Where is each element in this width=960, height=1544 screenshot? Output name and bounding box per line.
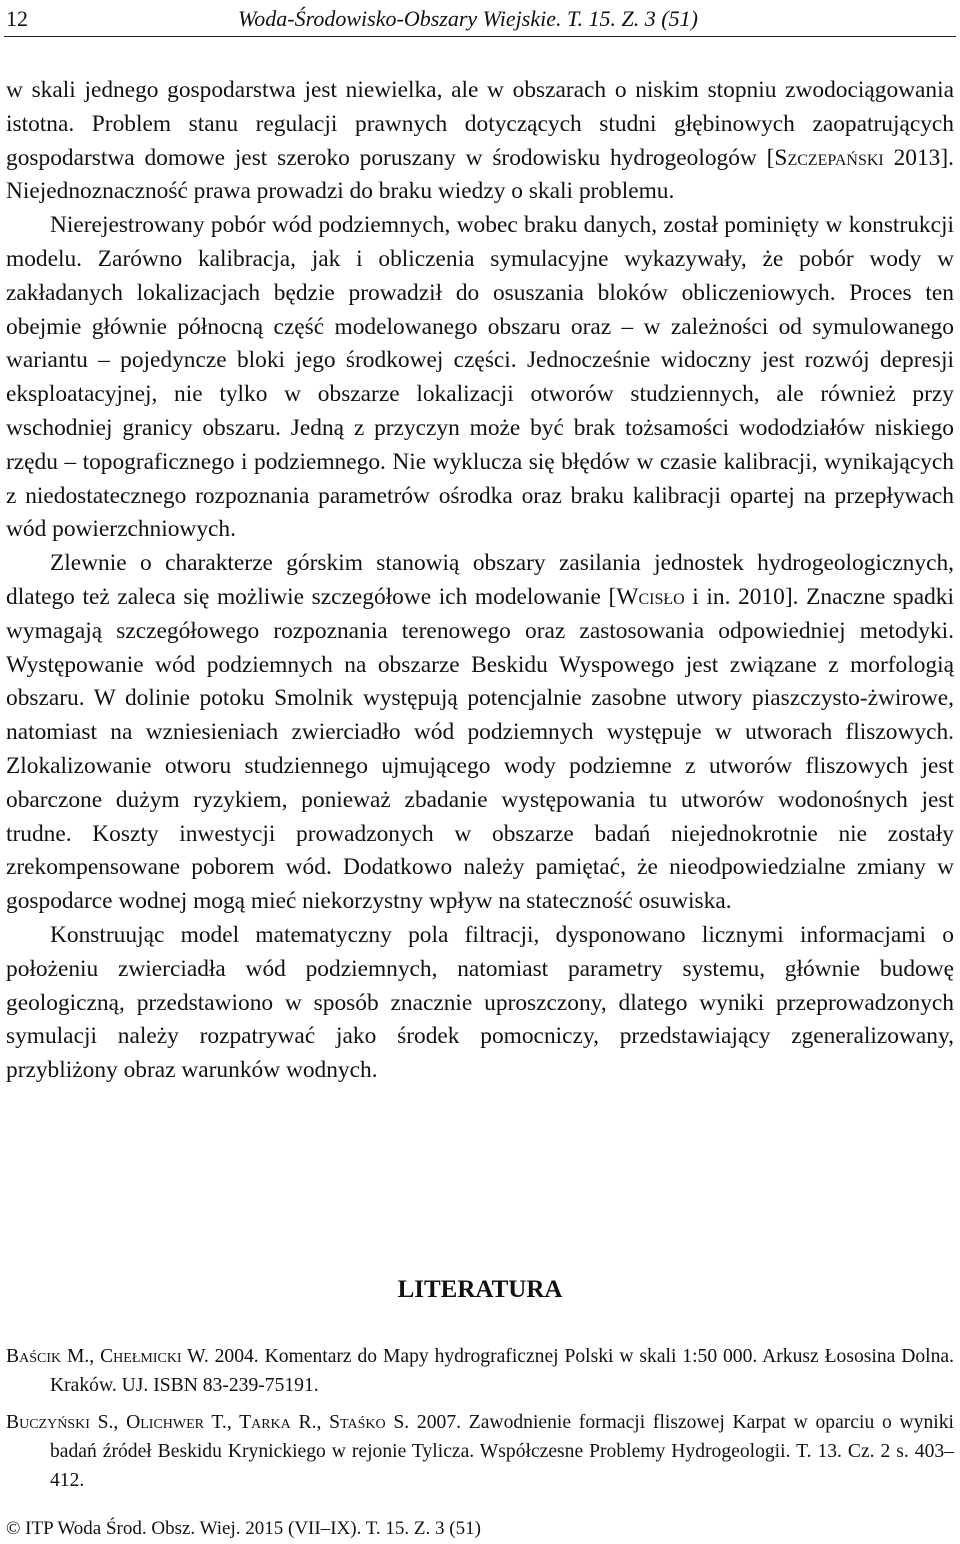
small-caps-text: taśko — [340, 1412, 386, 1433]
text-run: w skali jednego gospodarstwa jest niewielka, ale w obszarach o niskim stopniu zwodociągowania istotna. Problem stanu regulacji prawnych dotyczących studni głębinowych zaopatrujących gospodarstwa domowe jest szeroko poruszany w środowisku hydrogeologów [ — [6, 77, 954, 171]
body-text — [6, 74, 954, 1088]
small-caps-text: arka — [251, 1412, 291, 1433]
section-heading-literature: LITERATURA — [397, 1276, 563, 1303]
text-run: M., C — [61, 1346, 114, 1367]
text-run: i in. 2010]. Znaczne spadki wymagają szczegółowego rozpoznania terenowego oraz zastosowania odpowiedniej metodyki. Występowanie wód podziemnych na obszarze Beskidu Wyspowego jest związane z morfologią obszaru. W dolinie potoku Smolnik występują potencjalnie zasobne utwory piaszczysto-żwirowe, natomiast na wzniesieniach zwierciadło wód podziemnych występuje w utworach fliszowych. Zlokalizowanie otworu studziennego ujmującego wody podziemne z utworów fliszowych jest obarczone dużym ryzykiem, ponieważ zbadanie występowania tu utworów wodonośnych jest trudne. Koszty inwestycji prowadzonych w obszarze badań niejednokrotnie nie zostały zrekompensowane poborem wód. Dodatkowo należy pamiętać, że nieodpowiedzialne zmiany w gospodarce wodnej mogą mieć niekorzystny wpływ na stateczność osuwiska. — [6, 583, 954, 915]
text-run: W — [616, 583, 639, 610]
text-run: T., T — [204, 1412, 252, 1433]
text-run: 2013]. Niejednoznaczność prawa prowadzi do braku wiedzy o skali problemu. — [6, 144, 954, 205]
reference-entry — [6, 1408, 954, 1495]
text-run: B — [6, 1412, 20, 1433]
text-run: Konstruując model matematyczny pola filtracji, dysponowano licznymi informacjami o położeniu zwierciadła wód podziemnych, natomiast parametry systemu, głównie budowę geologiczną, przedstawiono w sposób znacznie uproszczony, dlatego wyniki przeprowadzonych symulacji należy rozpatrywać jako środek pomocniczy, przedstawiający zgeneralizowany, przybliżony obraz warunków wodnych. — [6, 921, 954, 1084]
running-header — [4, 2, 956, 37]
copyright-footer: © ITP Woda Środ. Obsz. Wiej. 2015 (VII–IX). T. 15. Z. 3 (51) — [6, 1518, 481, 1539]
text-run: S. 2007. Zawodnienie formacji fliszowej Karpat w oparciu o wyniki badań źródeł Beskidu Krynickiego w rejonie Tylicza. Współczesne Problemy Hydrogeologii. T. 13. Cz. 2 s. 403–412. — [50, 1412, 954, 1491]
small-caps-text: lichwer — [140, 1412, 204, 1433]
small-caps-text: zczepański — [787, 144, 884, 171]
paragraph — [6, 547, 954, 919]
text-run: R., S — [290, 1412, 341, 1433]
journal-title: Woda-Środowisko-Obszary Wiejskie. T. 15. Z. 3 (51) — [238, 6, 698, 31]
small-caps-text: cisło — [638, 583, 685, 610]
reference-list — [6, 1342, 954, 1503]
text-run: Nierejestrowany pobór wód podziemnych, wobec braku danych, został pominięty w konstrukcji modelu. Zarówno kalibracja, jak i obliczenia symulacyjne wykazywały, że pobór wody w zakładanych lokalizacjach będzie prowadził do osuszania bloków obliczeniowych. Proces ten obejmie głównie północną część modelowanego obszaru oraz – w zależności od symulowanego wariantu – pojedyncze bloki jego środkowej części. Jednocześnie widoczny jest rozwój depresji eksploatacyjnej, nie tylko w obszarze lokalizacji otworów studziennych, ale również przy wschodniej granicy obszaru. Jedną z przyczyn może być brak tożsamości wododziałów niskiego rzędu – topograficznego i podziemnego. Nie wyklucza się błędów w czasie kalibracji, wynikających z niedostatecznego rozpoznania parametrów ośrodka oraz braku kalibracji opartej na przepływach wód powierzchniowych. — [6, 212, 954, 543]
reference-entry — [6, 1342, 954, 1400]
page-number: 12 — [6, 6, 28, 31]
small-caps-text: aścik — [19, 1346, 62, 1367]
paragraph — [6, 209, 954, 547]
text-run: W. 2004. Komentarz do Mapy hydrograficznej Polski w skali 1:50 000. Arkusz Łososina Dolna. Kraków. UJ. ISBN 83-239-75191. — [50, 1346, 954, 1396]
text-run: Zlewnie o charakterze górskim stanowią obszary zasilania jednostek hydrogeologicznych, dlatego też zaleca się możliwie szczegółowe ich modelowanie [ — [6, 550, 954, 610]
paragraph — [6, 919, 954, 1088]
text-run: S., O — [89, 1412, 141, 1433]
small-caps-text: uczyński — [19, 1412, 90, 1433]
small-caps-text: hełmicki — [113, 1346, 182, 1367]
text-run: S — [774, 144, 788, 171]
text-run: B — [6, 1346, 20, 1367]
paragraph — [6, 74, 954, 209]
